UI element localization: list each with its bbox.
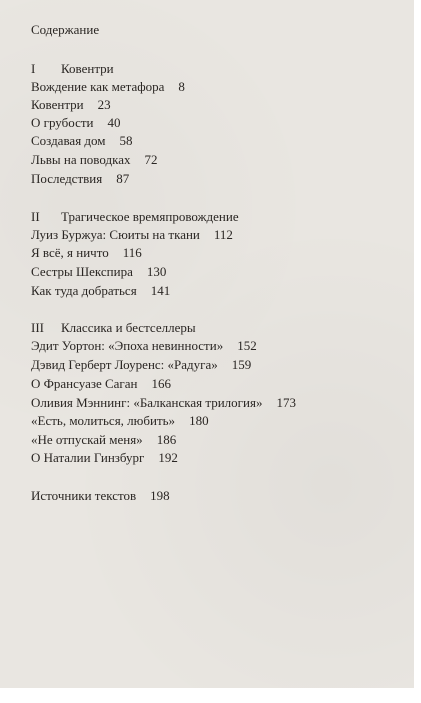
toc-entry (31, 133, 133, 149)
entry-page: 186 (156, 432, 177, 447)
entry-title: Вождение как метафора (31, 79, 165, 94)
entry-title: О грубости (31, 115, 94, 130)
entry-page: 192 (158, 450, 178, 465)
toc-entry (31, 245, 142, 261)
toc-entry (31, 376, 171, 392)
section-number: I (31, 61, 36, 76)
toc-entry (31, 338, 257, 354)
toc-entry (31, 115, 120, 131)
entry-page: 8 (178, 79, 185, 94)
entry-title: Создавая дом (31, 133, 106, 148)
section-name: Классика и бестселлеры (61, 320, 196, 335)
entry-page: 173 (276, 395, 296, 410)
entry-page: 180 (189, 413, 209, 428)
toc-entry (31, 395, 296, 411)
section-number: III (31, 320, 44, 335)
entry-title: Дэвид Герберт Лоуренс: «Радуга» (31, 357, 218, 372)
entry-page: 40 (107, 115, 121, 130)
entry-page: 198 (150, 488, 170, 503)
entry-page: 141 (150, 283, 171, 298)
toc-entry (31, 264, 166, 280)
entry-title: Источники текстов (31, 488, 137, 503)
entry-page: 159 (231, 357, 252, 372)
toc-entry (31, 227, 233, 243)
section-heading (31, 61, 114, 77)
section-name: Ковентри (61, 61, 114, 76)
toc-entry (31, 171, 129, 187)
entry-title: Сестры Шекспира (31, 264, 133, 279)
entry-title: Луиз Буржуа: Сюиты на ткани (31, 227, 200, 242)
toc-entry (31, 413, 209, 429)
toc-entry (31, 357, 251, 373)
entry-page: 152 (237, 338, 257, 353)
entry-page: 72 (144, 152, 158, 167)
entry-page: 23 (97, 97, 111, 112)
entry-title: Львы на поводках (31, 152, 131, 167)
section-number: II (31, 209, 40, 224)
entry-title: Ковентри (31, 97, 84, 112)
toc-title: Содержание (31, 22, 100, 37)
toc-entry (31, 283, 170, 299)
background-margin (0, 688, 421, 703)
entry-page: 130 (146, 264, 167, 279)
section-name: Трагическое времяпровождение (61, 209, 239, 224)
toc-entry (31, 450, 178, 466)
toc-entry (31, 97, 111, 113)
entry-title: Эдит Уортон: «Эпоха невинности» (31, 338, 224, 353)
entry-title: «Не отпускай меня» (31, 432, 143, 447)
entry-page: 58 (119, 133, 133, 148)
entry-title: Я всё, я ничто (31, 245, 109, 260)
toc-entry (31, 152, 157, 168)
toc-entry-sources (31, 488, 170, 504)
entry-page: 87 (116, 171, 130, 186)
section-heading (31, 209, 239, 225)
entry-title: О Франсуазе Саган (31, 376, 138, 391)
entry-title: Как туда добраться (31, 283, 137, 298)
entry-page: 116 (122, 245, 142, 260)
entry-page: 166 (151, 376, 171, 391)
entry-page: 112 (213, 227, 233, 242)
entry-title: О Наталии Гинзбург (31, 450, 145, 465)
entry-title: Последствия (31, 171, 103, 186)
toc-entry (31, 79, 185, 95)
entry-title: «Есть, молиться, любить» (31, 413, 176, 428)
section-heading (31, 320, 196, 336)
toc-entry (31, 432, 176, 448)
entry-title: Оливия Мэннинг: «Балканская трилогия» (31, 395, 263, 410)
